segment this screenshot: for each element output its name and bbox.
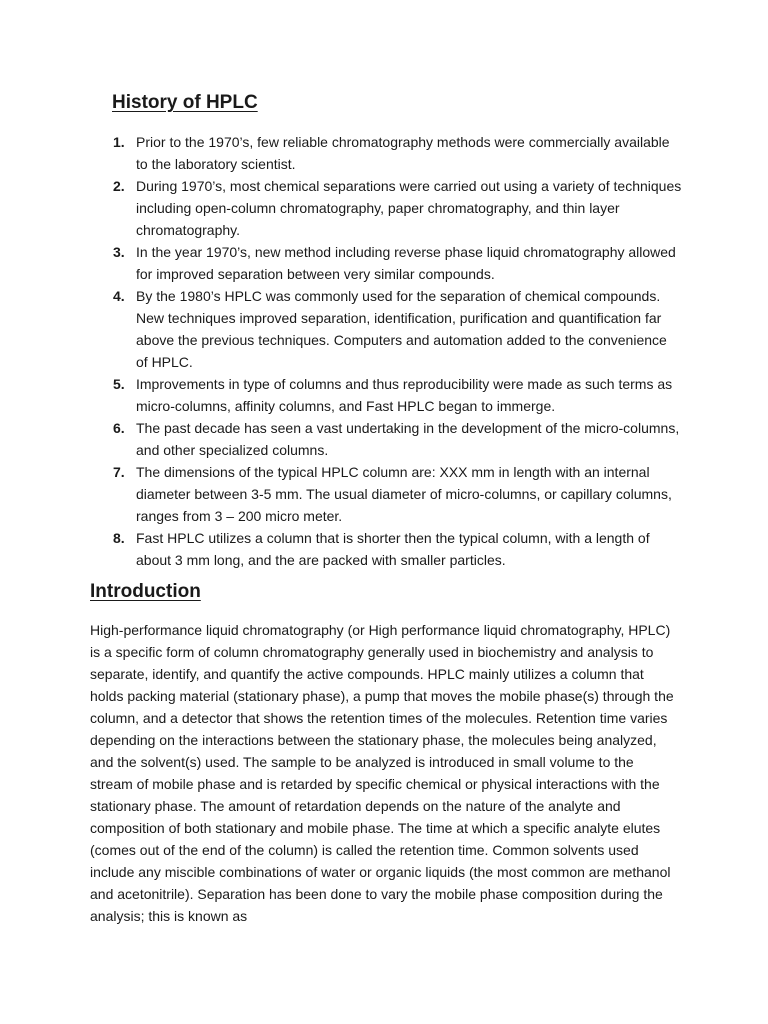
intro-heading: Introduction: [90, 581, 201, 602]
list-item-text: The past decade has seen a vast undertaking in the development of the micro-columns, and other specialized columns.: [136, 420, 680, 458]
list-item-number: 6.: [113, 420, 125, 436]
list-item-number: 8.: [113, 530, 125, 546]
list-item-number: 3.: [113, 244, 125, 260]
list-item-text: Improvements in type of columns and thus reproducibility were made as such terms as micro-columns, affinity columns, and Fast HPLC began to immerge.: [136, 376, 673, 414]
list-item-number: 7.: [113, 464, 125, 480]
list-item: [110, 131, 682, 175]
list-item-text: Prior to the 1970’s, few reliable chromatography methods were commercially available to the laboratory scientist.: [136, 134, 670, 172]
list-item-number: 2.: [113, 178, 125, 194]
history-list: [110, 131, 682, 571]
list-item: [110, 373, 682, 417]
list-item: [110, 527, 682, 571]
list-item-number: 4.: [113, 288, 125, 304]
list-item-text: During 1970’s, most chemical separations were carried out using a variety of techniques including open-column chromatography, paper chromatography, and thin layer chromatography.: [136, 178, 682, 238]
list-item-text: The dimensions of the typical HPLC column are: XXX mm in length with an internal diameter between 3-5 mm. The usual diameter of micro-columns, or capillary columns, ranges from 3 – 200 micro meter.: [136, 464, 672, 524]
list-item: [110, 175, 682, 241]
intro-paragraph: High-performance liquid chromatography (or High performance liquid chromatography, HPLC) is a specific form of column chromatography generally used in biochemistry and analysis to separate, identify, and quantify the active compounds. HPLC mainly utilizes a column that holds packing material (stationary phase), a pump that moves the mobile phase(s) through the column, and a detector that shows the retention times of the molecules. Retention time varies depending on the interactions between the stationary phase, the molecules being analyzed, and the solvent(s) used. The sample to be analyzed is introduced in small volume to the stream of mobile phase and is retarded by specific chemical or physical interactions with the stationary phase. The amount of retardation depends on the nature of the analyte and composition of both stationary and mobile phase. The time at which a specific analyte elutes (comes out of the end of the column) is called the retention time. Common solvents used include any miscible combinations of water or organic liquids (the most common are methanol and acetonitrile). Separation has been done to vary the mobile phase composition during the analysis; this is known as: [90, 622, 674, 924]
history-heading: History of HPLC: [112, 92, 258, 113]
list-item-text: Fast HPLC utilizes a column that is shorter then the typical column, with a length of about 3 mm long, and the are packed with smaller particles.: [136, 530, 650, 568]
list-item-text: In the year 1970’s, new method including reverse phase liquid chromatography allowed for improved separation between very similar compounds.: [136, 244, 676, 282]
list-item: [110, 417, 682, 461]
list-item-text: By the 1980’s HPLC was commonly used for the separation of chemical compounds. New techniques improved separation, identification, purification and quantification far above the previous techniques. Computers and automation added to the convenience of HPLC.: [136, 288, 667, 370]
list-item: [110, 241, 682, 285]
list-item-number: 5.: [113, 376, 125, 392]
list-item: [110, 461, 682, 527]
list-item: [110, 285, 682, 373]
list-item-number: 1.: [113, 134, 125, 150]
